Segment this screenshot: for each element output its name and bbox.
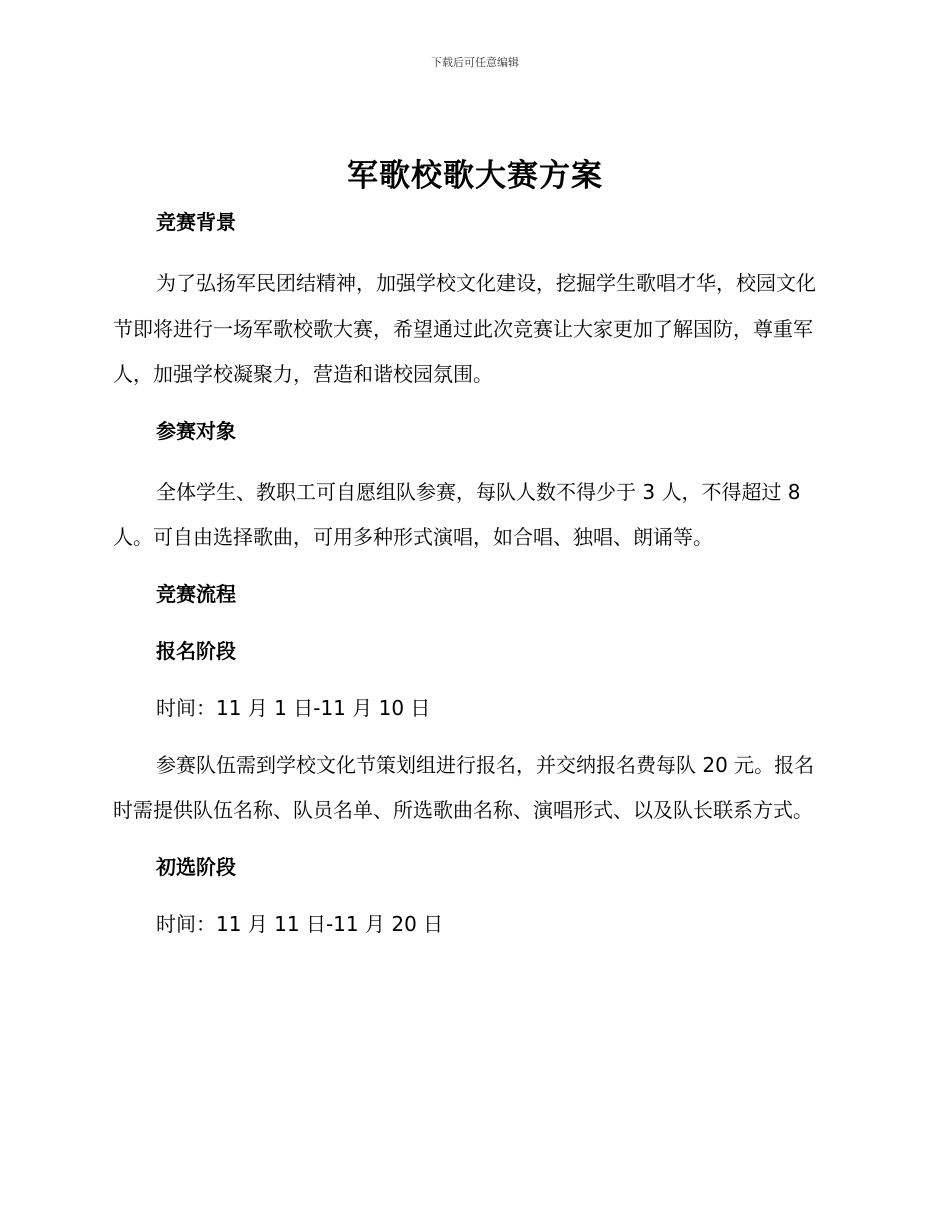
document-body: [113, 205, 833, 941]
header-note: 下载后可任意编辑: [431, 56, 519, 69]
section-heading-registration: 报名阶段: [156, 638, 236, 663]
registration-time: 时间：11 月 1 日-11 月 10 日: [156, 695, 431, 720]
section-heading-background: 竞赛背景: [156, 210, 236, 234]
paragraph-background: 为了弘扬军民团结精神，加强学校文化建设，挖掘学生歌唱才华，校园文化节即将进行一场军歌校歌大赛，希望通过此次竞赛让大家更加了解国防，尊重军人，加强学校凝聚力，营造和谐校园氛围。: [113, 271, 816, 386]
section-heading-participants: 参赛对象: [156, 418, 236, 443]
section-heading-preliminary: 初选阶段: [156, 854, 236, 879]
section-heading-process: 竞赛流程: [156, 581, 236, 606]
paragraph-registration: 参赛队伍需到学校文化节策划组进行报名，并交纳报名费每队 20 元。报名时需提供队伍名称、队员名单、所选歌曲名称、演唱形式、以及队长联系方式。: [113, 752, 815, 822]
document-title: 军歌校歌大赛方案: [347, 158, 603, 194]
paragraph-participants: 全体学生、教职工可自愿组队参赛，每队人数不得少于 3 人，不得超过 8 人。可自由选择歌曲，可用多种形式演唱，如合唱、独唱、朗诵等。: [113, 479, 801, 549]
preliminary-time: 时间：11 月 11 日-11 月 20 日: [156, 911, 444, 936]
